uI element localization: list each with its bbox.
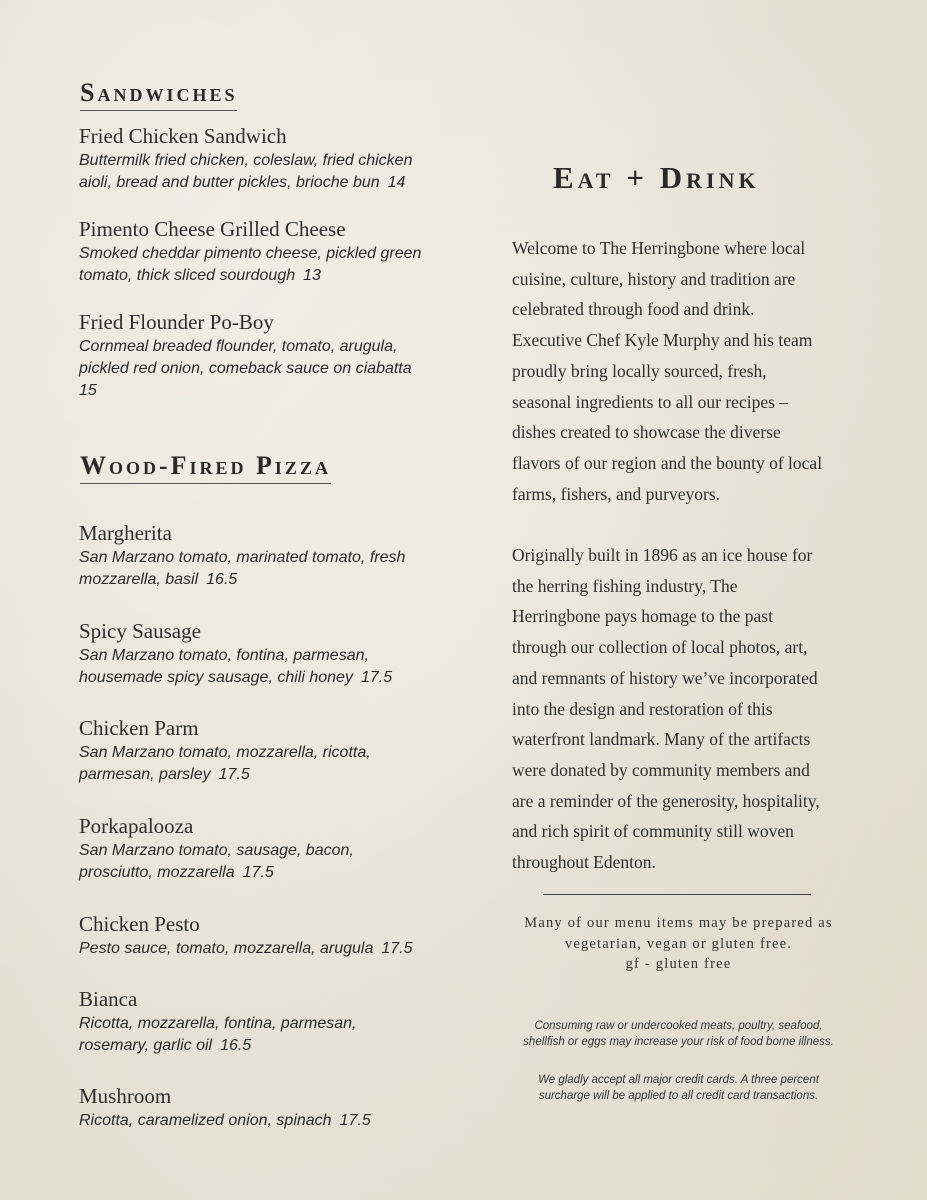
para-line: Originally built in 1896 as an ice house for [512,545,813,565]
menu-item [79,619,439,689]
desc-line: pickled red onion, comeback sauce on ciabatta [79,360,412,377]
item-name: Fried Flounder Po-Boy [79,310,274,334]
divider-line [543,894,811,895]
welcome-paragraph [512,233,857,509]
item-description [79,938,479,960]
menu-item [79,521,439,591]
para-line: flavors of our region and the bounty of local [512,452,823,473]
desc-line: housemade spicy sausage, chili honey [79,669,353,686]
desc-line: Ricotta, mozzarella, fontina, parmesan, [79,1015,357,1032]
para-line: Executive Chef Kyle Murphy and his team [512,330,813,351]
item-price: 17.5 [381,940,413,957]
menu-item [79,124,439,194]
desc-line: San Marzano tomato, mozzarella, ricotta, [79,744,371,761]
desc-line: aioli, bread and butter pickles, brioche bun [79,174,380,191]
dietary-notes [500,913,857,975]
desc-line: Pesto sauce, tomato, mozzarella, arugula [79,940,374,957]
menu-item [79,217,439,287]
history-paragraph [512,540,857,878]
para-line: seasonal ingredients to all our recipes – [512,391,789,412]
pizza-heading: Wood-Fired Pizza [80,451,331,484]
desc-line: mozzarella, basil [79,571,199,588]
item-price: 17.5 [242,864,274,881]
sandwiches-heading: Sandwiches [80,78,237,111]
menu-item [79,1084,439,1132]
item-name: Pimento Cheese Grilled Cheese [79,217,346,241]
item-description [79,1013,439,1057]
note-line: Many of our menu items may be prepared as [524,915,833,931]
para-line: into the design and restoration of this [512,698,773,719]
food-safety-warning [500,1018,857,1050]
item-description [79,547,439,591]
desc-line: rosemary, garlic oil [79,1037,213,1054]
para-line: through our collection of local photos, art, [512,637,808,658]
warning-line: Consuming raw or undercooked meats, poultry, seafood, [534,1020,823,1032]
eat-drink-heading: Eat + Drink [553,160,760,195]
item-price: 17.5 [360,669,393,686]
payment-notice [500,1072,857,1104]
para-line: proudly bring locally sourced, fresh, [512,360,767,381]
para-line: cuisine, culture, history and tradition are [512,268,796,289]
desc-line: Cornmeal breaded flounder, tomato, arugula, [79,338,398,355]
para-line: the herring fishing industry, The [512,575,738,596]
para-line: dishes created to showcase the diverse [512,422,781,443]
desc-line: tomato, thick sliced sourdough [79,267,296,284]
note-line: vegetarian, vegan or gluten free. [564,935,793,952]
para-line: are a reminder of the generosity, hospitality, [512,790,820,811]
item-price: 13 [303,267,321,284]
item-description [79,742,439,786]
item-description [79,645,439,689]
desc-line: San Marzano tomato, sausage, bacon, [79,842,354,859]
desc-line: Buttermilk fried chicken, coleslaw, fried chicken [79,152,413,169]
menu-item [79,814,439,884]
item-price: 14 [387,174,406,191]
item-description [79,840,439,884]
item-description [79,243,439,287]
item-price: 15 [79,382,97,399]
item-name: Porkapalooza [79,814,194,838]
desc-line: Ricotta, caramelized onion, spinach [79,1112,332,1129]
item-name: Mushroom [79,1084,172,1108]
item-name: Spicy Sausage [79,619,201,643]
menu-item [79,912,479,960]
desc-line: San Marzano tomato, marinated tomato, fresh [79,549,406,566]
desc-line: San Marzano tomato, fontina, parmesan, [79,647,369,664]
item-name: Fried Chicken Sandwich [79,124,287,148]
desc-line: parmesan, parsley [79,766,211,783]
item-price: 16.5 [206,571,238,588]
para-line: were donated by community members and [512,759,810,780]
payment-line: surcharge will be applied to all credit card transactions. [538,1090,819,1102]
item-price: 16.5 [220,1037,252,1054]
item-name: Chicken Parm [79,716,199,740]
para-line: Herringbone pays homage to the past [512,606,773,627]
menu-item [79,310,439,402]
warning-line: shellfish or eggs may increase your risk of food borne illness. [523,1036,834,1048]
para-line: and rich spirit of community still woven [512,821,794,842]
item-name: Margherita [79,521,172,545]
para-line: Welcome to The Herringbone where local [512,238,806,258]
item-description [79,150,439,194]
desc-line: prosciutto, mozzarella [79,864,235,881]
item-name: Bianca [79,987,138,1011]
para-line: waterfront landmark. Many of the artifacts [512,729,811,750]
para-line: throughout Edenton. [512,852,656,873]
item-description [79,1110,439,1132]
para-line: farms, fishers, and purveyors. [512,483,721,504]
para-line: celebrated through food and drink. [512,299,755,320]
item-price: 17.5 [218,766,250,783]
item-name: Chicken Pesto [79,912,200,936]
item-description [79,336,439,402]
item-price: 17.5 [339,1112,371,1129]
payment-line: We gladly accept all major credit cards. A three percent [538,1074,819,1086]
desc-line: Smoked cheddar pimento cheese, pickled green [79,245,422,262]
menu-item [79,987,439,1057]
note-line: gf - gluten free [625,956,732,972]
menu-item [79,716,439,786]
para-line: and remnants of history we’ve incorporated [512,667,818,688]
